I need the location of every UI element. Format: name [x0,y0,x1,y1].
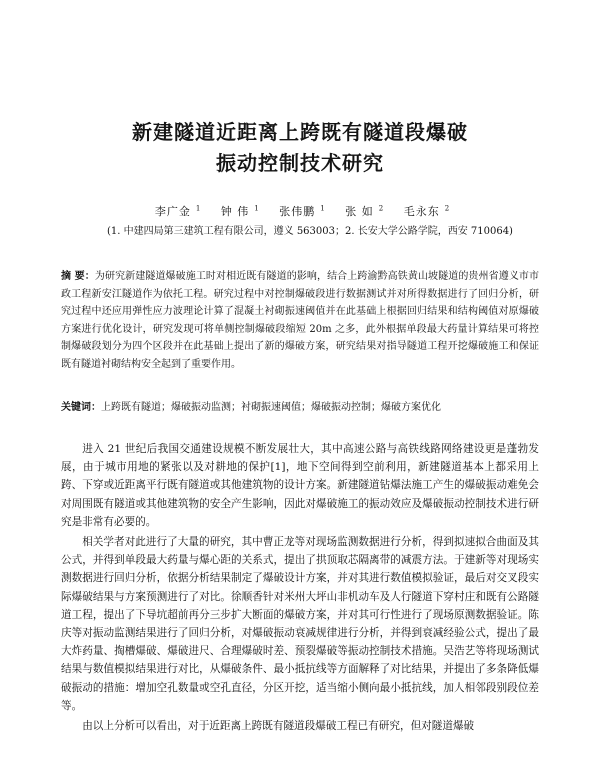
keywords-text: 上跨既有隧道；爆破振动监测；衬砌振速阈值；爆破振动控制；爆破方案优化 [101,402,441,413]
author-name: 张 如 [345,205,374,218]
keywords-label: 关键词： [61,402,101,413]
author-affil-mark: 1 [320,204,326,213]
author [399,205,450,218]
author [274,205,325,218]
keywords [61,400,539,416]
body-text [61,440,539,737]
body-paragraph: 进入 21 世纪后我国交通建设规模不断发展壮大，其中高速公路与高铁线路网络建设更是蓬勃发展，由于城市用地的紧张以及对耕地的保护[1]，地下空间得到空前利用，新建隧道基本上都采用上跨、下穿或近距离平行既有隧道或其他建筑物的设计方案。新建隧道钻爆法施工产生的爆破振动难免会对周围既有隧道或其他建筑物的安全产生影响，因此对爆破施工的振动效应及爆破振动控制技术进行研究是非常有必要的。 [61,443,539,528]
author [150,205,201,218]
author-affil-mark: 2 [378,204,385,213]
author [340,205,384,218]
author-list [0,203,600,219]
body-paragraph: 相关学者对此进行了大量的研究，其中曹正龙等对现场监测数据进行分析，得到拟速拟合曲面及其公式，并得到单段最大药量与爆心距的关系式，提出了拱顶取芯隔离带的减震方法。于建新等对现场实测数据进行回归分析，依据分析结果制定了爆破设计方案，并对其进行数值模拟验证，最后对交叉段实际爆破结果与方案预测进行了对比。徐顺香针对米州大坪山非机动车及人行隧道下穿村庄和既有公路隧道工程，提出了下导坑超前再分三步扩大断面的爆破方案，并对其可行性进行了现场原测数据验证。陈庆等对振动监测结果进行了回归分析，对爆破振动衰减规律进行分析，并得到衰减经验公式，提出了最大炸药量、掏槽爆破、爆破进尺、合理爆破时差、预裂爆破等振动控制技术措施。吴浩艺等将现场测试结果与数值模拟结果进行对比，从爆破条件、最小抵抗线等方面解释了对比结果，并提出了多条降低爆破振动的措施：增加空孔数量或空孔直径，分区开挖，适当缩小侧向最小抵抗线，加人相邻段别段位差等。 [61,536,539,712]
abstract-label: 摘 要： [61,271,95,282]
author-name: 李广金 [154,205,191,218]
paper-title-line1: 新建隧道近距离上跨既有隧道段爆破 [132,120,468,144]
author [216,205,260,218]
author-name: 张伟鹏 [279,205,316,218]
author-affil-mark: 1 [254,204,260,213]
affiliation: (1. 中建四局第三建筑工程有限公司，遵义 563003；2. 长安大学公路学院，西安 710064) [107,226,513,237]
author-affil-mark: 1 [195,204,202,213]
abstract [61,268,539,374]
author-affil-mark: 2 [444,204,451,213]
author-name: 钟 伟 [220,205,250,218]
paper-title-line2: 振动控制技术研究 [216,151,384,175]
author-name: 毛永东 [403,205,440,218]
body-paragraph: 由以上分析可以看出，对于近距离上跨既有隧道段爆破工程已有研究，但对隧道爆破 [82,720,475,733]
abstract-text: 为研究新建隧道爆破施工时对相近既有隧道的影响，结合上跨渝黔高铁黄山坡隧道的贵州省遵义市市政工程新安江隧道作为依托工程。研究过程中对控制爆破段进行数据测试并对所得数据进行了回归分析，研究过程中还应用弹性应力波理论计算了混凝土衬砌振速阈值并在此基础上根据回归结果和结构阈值对原爆破方案进行优化设计，研究发现可将单侧控制爆破段缩短 20m 之多，此外根据单段最大药量计算结果可将控制爆破段划分为四个区段并在此基础上提出了新的爆破方案，研究结果对指导隧道工程开挖爆破施工和保证既有隧道衬砌结构安全起到了重要作用。 [61,271,540,370]
